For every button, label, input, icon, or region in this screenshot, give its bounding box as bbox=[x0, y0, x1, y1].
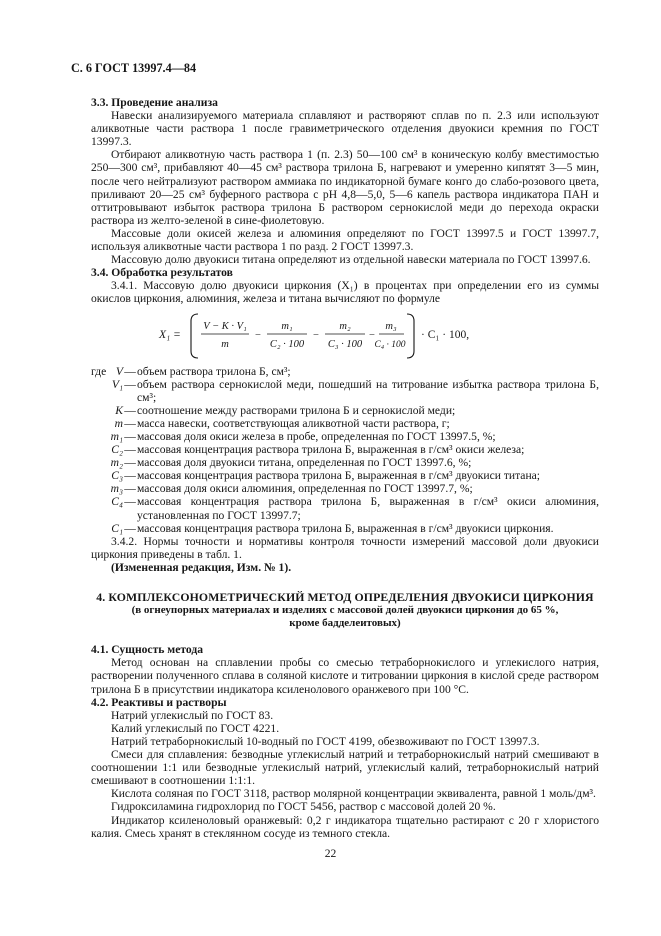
bracket-right bbox=[407, 314, 414, 358]
variable-definition bbox=[91, 404, 599, 417]
def-dash: — bbox=[124, 364, 136, 378]
page-content bbox=[91, 96, 599, 840]
def-text: объем раствора сернокислой меди, пошедший на титрование избытка раствора трилона Б, см³; bbox=[137, 377, 599, 404]
def-symbol: K bbox=[115, 403, 123, 417]
def-text: массовая концентрация раствора трилона Б, выраженная в г/см³ двуокиси циркония. bbox=[137, 521, 554, 535]
amendment-note: (Измененная редакция, Изм. № 1). bbox=[111, 560, 292, 574]
def-symbol: m bbox=[114, 416, 123, 430]
def-text: массовая концентрация раствора трилона Б, выраженная в г/см³ двуокиси титана; bbox=[137, 469, 541, 483]
def-symbol: C₁ bbox=[111, 521, 123, 535]
variable-definition bbox=[91, 443, 599, 456]
def-lead bbox=[91, 378, 109, 404]
term1-numerator: V − K · V₁ bbox=[203, 320, 247, 332]
def-lead bbox=[91, 404, 109, 417]
term3-numerator: m₂ bbox=[339, 320, 351, 332]
term2-denominator: C₂ · 100 bbox=[269, 338, 305, 350]
formula-lhs: X₁ = bbox=[159, 327, 181, 341]
def-lead bbox=[91, 522, 109, 535]
def-dash: — bbox=[124, 482, 136, 496]
def-dash: — bbox=[124, 377, 136, 391]
variable-definition bbox=[91, 495, 599, 521]
formula bbox=[91, 311, 599, 361]
def-symbol: V₁ bbox=[111, 377, 123, 391]
page-number: 22 bbox=[324, 847, 337, 860]
paragraph: Отбирают аликвотную часть раствора 1 (п. 2.3) 50—100 см³ в коническую колбу вместимостью 250—300 см³, прибавляют 40—45 см³ раствора трилона Б, нагревают и умеренно кипятят 3—5 мин, после чего нейтрализуют раствором аммиака по индикаторной бумаге конго до слабо-розового цвета, приливают 20—25 см³ буферного раствора с рН 4,8—5,0, 5—6 капель раствора индикатора ПАН и оттитровывают избыток раствора трилона Б раствором сернокислой меди до перехода окраски раствора из желто-зеленой в сине-фиолетовую. bbox=[91, 148, 599, 227]
variable-definition bbox=[91, 365, 599, 378]
minus-sign: − bbox=[313, 329, 319, 341]
def-dash: — bbox=[124, 429, 136, 443]
bracket-left bbox=[191, 314, 198, 358]
def-lead bbox=[91, 417, 109, 430]
reagent-item: Натрий углекислый по ГОСТ 83. bbox=[111, 708, 274, 722]
paragraph: 3.4.2. Нормы точности и нормативы контроля точности измерений массовой доли двуокиси циркония приведены в табл. 1. bbox=[91, 534, 599, 561]
def-text: массовая доля окиси алюминия, определенная по ГОСТ 13997.7, %; bbox=[137, 482, 473, 496]
reagent-item: Гидроксиламина гидрохлорид по ГОСТ 5456, раствор с массовой долей 20 %. bbox=[111, 800, 496, 814]
section-4-title: 4. КОМПЛЕКСОНОМЕТРИЧЕСКИЙ МЕТОД ОПРЕДЕЛЕНИЯ ДВУОКИСИ ЦИРКОНИЯ bbox=[96, 590, 594, 604]
def-lead bbox=[91, 443, 109, 456]
section-4-2-title: 4.2. Реактивы и растворы bbox=[91, 695, 227, 709]
formula-tail: · C₁ · 100, bbox=[421, 328, 470, 341]
def-lead: где bbox=[91, 364, 107, 378]
term4-denominator: C₄ · 100 bbox=[374, 339, 406, 350]
def-text: массовая концентрация раствора трилона Б, выраженная в г/см³ окиси алюминия, установленная по ГОСТ 13997.7; bbox=[137, 495, 599, 522]
paragraph: 3.4.1. Массовую долю двуокиси циркония (X₁) в процентах при определении его из суммы окислов циркония, алюминия, железа и титана вычисляют по формуле bbox=[91, 279, 599, 306]
formula-body bbox=[189, 311, 519, 361]
def-text: массовая концентрация раствора трилона Б, выраженная в г/см³ окиси железа; bbox=[137, 443, 525, 457]
minus-sign: − bbox=[255, 329, 261, 341]
def-symbol: V bbox=[115, 364, 123, 378]
page-header: С. 6 ГОСТ 13997.4—84 bbox=[71, 61, 197, 75]
def-text: объем раствора трилона Б, см³; bbox=[137, 364, 291, 378]
def-lead bbox=[91, 469, 109, 482]
def-symbol: C₂ bbox=[111, 443, 123, 457]
reagents-list bbox=[91, 709, 599, 840]
term4-numerator: m₃ bbox=[385, 320, 397, 332]
section-4-heading bbox=[91, 591, 599, 630]
section-4-subtitle-line2: кроме бадделеитовых) bbox=[289, 617, 401, 630]
def-dash: — bbox=[124, 416, 136, 430]
def-symbol: m₁ bbox=[110, 429, 123, 443]
def-dash: — bbox=[124, 456, 136, 470]
term1-denominator: m bbox=[221, 338, 229, 350]
def-dash: — bbox=[124, 443, 136, 457]
variable-definition bbox=[91, 378, 599, 404]
def-dash: — bbox=[124, 521, 136, 535]
reagent-item: Калий углекислый по ГОСТ 4221. bbox=[111, 721, 280, 735]
minus-sign: − bbox=[369, 329, 375, 341]
def-dash: — bbox=[124, 403, 136, 417]
def-text: масса навески, соответствующая аликвотной части раствора, г; bbox=[137, 416, 450, 430]
reagent-item: Натрий тетраборнокислый 10-водный по ГОСТ 4199, обезвоживают по ГОСТ 13997.3. bbox=[111, 734, 540, 748]
section-3-3-title: 3.3. Проведение анализа bbox=[91, 96, 218, 109]
def-dash: — bbox=[124, 495, 136, 509]
variable-definition bbox=[91, 469, 599, 482]
def-lead bbox=[91, 495, 109, 521]
term3-denominator: C₃ · 100 bbox=[327, 338, 363, 350]
variable-definition bbox=[91, 456, 599, 469]
paragraph: Массовую долю двуокиси титана определяют из отдельной навески материала по ГОСТ 13997.6. bbox=[111, 253, 591, 267]
variable-definition bbox=[91, 482, 599, 495]
def-text: соотношение между растворами трилона Б и сернокислой меди; bbox=[137, 403, 456, 417]
variable-definition bbox=[91, 522, 599, 535]
def-lead bbox=[91, 456, 109, 469]
variable-definition bbox=[91, 430, 599, 443]
def-dash: — bbox=[124, 469, 136, 483]
def-lead bbox=[91, 482, 109, 495]
def-text: массовая доля двуокиси титана, определенная по ГОСТ 13997.6, %; bbox=[137, 456, 472, 470]
paragraph: Метод основан на сплавлении пробы со смесью тетраборнокислого и углекислого натрия, растворении полученного сплава в соляной кислоте и титровании циркония в кислой среде раствором трилона Б в присутствии индикатора ксиленолового оранжевого при 100 °С. bbox=[91, 656, 599, 696]
section-4-subtitle-line1: (в огнеупорных материалах и изделиях с массовой долей двуокиси циркония до 65 %, bbox=[131, 604, 559, 617]
reagent-item: Кислота соляная по ГОСТ 3118, раствор молярной концентрации эквивалента, равной 1 моль/дм³. bbox=[111, 787, 596, 801]
reagent-item: Смеси для сплавления: безводные углекислый натрий и тетраборнокислый натрий смешивают в соотношении 1:1 или безводные углекислый натрий, углекислый калий, тетраборнокислый натрий смешивают в соотношении 1:1:1. bbox=[91, 748, 599, 788]
paragraph: Массовые доли окисей железа и алюминия определяют по ГОСТ 13997.5 и ГОСТ 13997.7, используя аликвотные части раствора 1 по разд. 2 ГОСТ 13997.3. bbox=[91, 226, 599, 254]
section-4-1-title: 4.1. Сущность метода bbox=[91, 643, 204, 657]
reagent-item: Индикатор ксиленоловый оранжевый: 0,2 г индикатора тщательно растирают с 20 г хлористого калия. Смесь хранят в стеклянном сосуде из темного стекла. bbox=[91, 813, 599, 840]
variable-definition bbox=[91, 417, 599, 430]
section-3-4-title: 3.4. Обработка результатов bbox=[91, 266, 233, 280]
variable-definitions bbox=[91, 365, 599, 535]
def-text: массовая доля окиси железа в пробе, определенная по ГОСТ 13997.5, %; bbox=[137, 429, 496, 443]
def-symbol: C₃ bbox=[111, 469, 123, 483]
def-lead bbox=[91, 430, 109, 443]
term2-numerator: m₁ bbox=[281, 320, 293, 332]
paragraph: Навески анализируемого материала сплавляют и растворяют сплав по п. 2.3 или используют аликвотные части раствора 1 после гравиметрического отделения двуокиси кремния по ГОСТ 13997.3. bbox=[91, 109, 599, 149]
def-symbol: C₄ bbox=[111, 495, 123, 509]
def-symbol: m₂ bbox=[110, 456, 123, 470]
def-symbol: m₃ bbox=[110, 482, 123, 496]
